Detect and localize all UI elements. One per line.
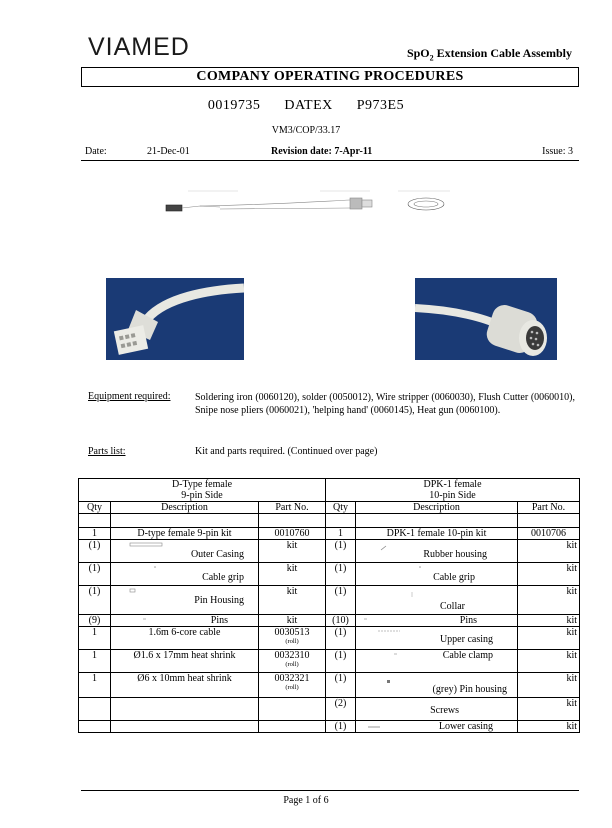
desc-cell — [356, 586, 518, 615]
date-row — [81, 146, 579, 161]
col-qty-left: Qty — [79, 502, 111, 514]
desc-cell — [356, 615, 518, 627]
part-cell: kit — [518, 650, 580, 673]
revision-date: Revision date: 7-Apr-11 — [271, 146, 373, 157]
part-cell: kit — [518, 673, 580, 698]
table-row — [79, 563, 580, 586]
table-row — [79, 540, 580, 563]
desc-label: Cable grip — [433, 572, 475, 583]
footer-divider — [81, 790, 579, 791]
lower-casing-icon — [368, 725, 382, 729]
desc-cell: Ø6 x 10mm heat shrink — [111, 673, 259, 698]
desc-cell — [356, 673, 518, 698]
qty-cell: (1) — [326, 563, 356, 586]
cable-grip-icon — [418, 565, 422, 569]
desc-cell: Ø1.6 x 17mm heat shrink — [111, 650, 259, 673]
qty-cell: 1 — [79, 528, 111, 540]
outer-casing-icon — [129, 542, 163, 548]
desc-cell: 1.6m 6-core cable — [111, 627, 259, 650]
page-number: Page 1 of 6 — [283, 795, 329, 806]
desc-label: Pins — [459, 615, 477, 626]
col-desc-right: Description — [356, 502, 518, 514]
part-cell: kit — [259, 586, 326, 615]
qty-cell: (2) — [326, 698, 356, 721]
part-cell — [259, 627, 326, 650]
part-cell: kit — [259, 563, 326, 586]
desc-label: Outer Casing — [190, 549, 244, 560]
document-heading — [407, 46, 572, 62]
qty-cell: (1) — [79, 586, 111, 615]
desc-label: Cable clamp — [442, 650, 493, 661]
qty-cell: 1 — [79, 650, 111, 673]
product-model: P973E5 — [356, 98, 405, 113]
pins-icon — [364, 618, 368, 621]
pin-housing-icon — [129, 588, 137, 594]
desc-cell: D-type female 9-pin kit — [111, 528, 259, 540]
product-code: 0019735 — [207, 98, 261, 113]
table-row — [79, 673, 580, 698]
part-number: 0030513 — [274, 627, 310, 638]
collar-icon — [410, 592, 414, 598]
table-row — [79, 650, 580, 673]
date-value: 21-Dec-01 — [147, 146, 190, 157]
table-heading-row — [79, 479, 580, 502]
part-cell — [259, 698, 326, 721]
equipment-text: Soldering iron (0060120), solder (0050012), Wire stripper (0060030), Flush Cutter (0060010), Snipe nose pliers (0060021), 'helping hand' (0060145), Heat gun (0060100). — [195, 392, 575, 416]
desc-cell — [111, 540, 259, 563]
qty-cell: 1 — [79, 673, 111, 698]
part-cell: kit — [518, 698, 580, 721]
desc-label: Upper casing — [439, 634, 493, 645]
table-row — [79, 615, 580, 627]
col-desc-left: Description — [111, 502, 259, 514]
qty-cell: (9) — [79, 615, 111, 627]
doc-title-o: O — [420, 46, 430, 60]
right-heading — [326, 479, 580, 502]
table-row — [79, 528, 580, 540]
desc-label: Pin Housing — [194, 595, 244, 606]
part-number: 0032321 — [274, 673, 310, 684]
col-part-right: Part No. — [518, 502, 580, 514]
right-heading-1: DPK-1 female — [423, 479, 482, 490]
company-logo: VIAMED — [88, 33, 190, 61]
date-label: Date: — [85, 146, 107, 157]
procedure-banner: COMPANY OPERATING PROCEDURES — [81, 67, 579, 87]
dpk-connector-photo — [415, 278, 557, 360]
right-heading-2: 10-pin Side — [429, 490, 476, 501]
part-cell: 0010760 — [259, 528, 326, 540]
doc-title-post: Extension Cable Assembly — [433, 46, 572, 60]
table-row — [79, 721, 580, 733]
cable-diagram — [160, 188, 460, 218]
left-heading-2: 9-pin Side — [181, 490, 223, 501]
desc-cell — [356, 563, 518, 586]
parts-text: Kit and parts required. (Continued over page) — [195, 446, 378, 457]
qty-cell: (1) — [326, 627, 356, 650]
cable-grip-icon — [153, 565, 157, 569]
desc-label: Rubber housing — [423, 549, 487, 560]
desc-label: Lower casing — [438, 721, 493, 732]
qty-cell: (1) — [326, 540, 356, 563]
doc-title-pre: Sp — [406, 46, 421, 60]
desc-cell — [111, 563, 259, 586]
desc-label: Screws — [430, 705, 459, 716]
qty-cell — [79, 698, 111, 721]
part-cell: kit — [259, 615, 326, 627]
part-cell: kit — [518, 627, 580, 650]
desc-label: Cable grip — [202, 572, 244, 583]
spacer-row — [79, 514, 580, 528]
pins-icon — [143, 618, 147, 621]
qty-cell: (1) — [326, 721, 356, 733]
part-unit: (roll) — [285, 638, 299, 645]
equipment-label: Equipment required: — [88, 391, 171, 402]
cable-clamp-icon — [394, 653, 398, 656]
desc-cell — [356, 540, 518, 563]
part-cell — [259, 673, 326, 698]
desc-cell — [111, 721, 259, 733]
desc-label: (grey) Pin housing — [432, 684, 507, 695]
desc-cell — [111, 586, 259, 615]
desc-cell — [356, 698, 518, 721]
qty-cell: (1) — [326, 673, 356, 698]
part-cell — [259, 650, 326, 673]
desc-label: Collar — [440, 601, 465, 612]
issue-number: Issue: 3 — [542, 146, 573, 157]
pin-housing-icon — [386, 679, 392, 685]
parts-label: Parts list: — [88, 446, 126, 457]
doc-title-sub: 2 — [429, 53, 434, 63]
left-heading-1: D-Type female — [171, 479, 233, 490]
table-row — [79, 698, 580, 721]
qty-cell: (1) — [79, 540, 111, 563]
column-header-row — [79, 502, 580, 514]
document-reference: VM3/COP/33.17 — [271, 125, 341, 136]
part-cell — [259, 721, 326, 733]
qty-cell: (1) — [326, 650, 356, 673]
part-unit: (roll) — [285, 684, 299, 691]
part-cell: 0010706 — [518, 528, 580, 540]
desc-cell — [111, 615, 259, 627]
part-cell: kit — [518, 540, 580, 563]
desc-cell — [111, 698, 259, 721]
qty-cell: (1) — [79, 563, 111, 586]
qty-cell — [79, 721, 111, 733]
desc-cell — [356, 721, 518, 733]
rubber-housing-icon — [380, 544, 388, 552]
qty-cell: 1 — [79, 627, 111, 650]
desc-cell: DPK-1 female 10-pin kit — [356, 528, 518, 540]
qty-cell: (1) — [326, 586, 356, 615]
desc-cell — [356, 627, 518, 650]
parts-table — [78, 478, 580, 733]
left-heading — [79, 479, 326, 502]
part-cell: kit — [518, 615, 580, 627]
part-cell: kit — [518, 586, 580, 615]
col-part-left: Part No. — [259, 502, 326, 514]
table-row — [79, 627, 580, 650]
product-line — [0, 98, 612, 114]
dtype-connector-photo — [106, 278, 244, 360]
desc-label: Pins — [210, 615, 228, 626]
part-unit: (roll) — [285, 661, 299, 668]
desc-cell — [356, 650, 518, 673]
part-cell: kit — [259, 540, 326, 563]
part-cell: kit — [518, 563, 580, 586]
table-row — [79, 586, 580, 615]
part-number: 0032310 — [274, 650, 310, 661]
col-qty-right: Qty — [326, 502, 356, 514]
qty-cell: 1 — [326, 528, 356, 540]
qty-cell: (10) — [326, 615, 356, 627]
product-brand: DATEX — [284, 98, 333, 113]
part-cell: kit — [518, 721, 580, 733]
upper-casing-icon — [378, 629, 402, 633]
